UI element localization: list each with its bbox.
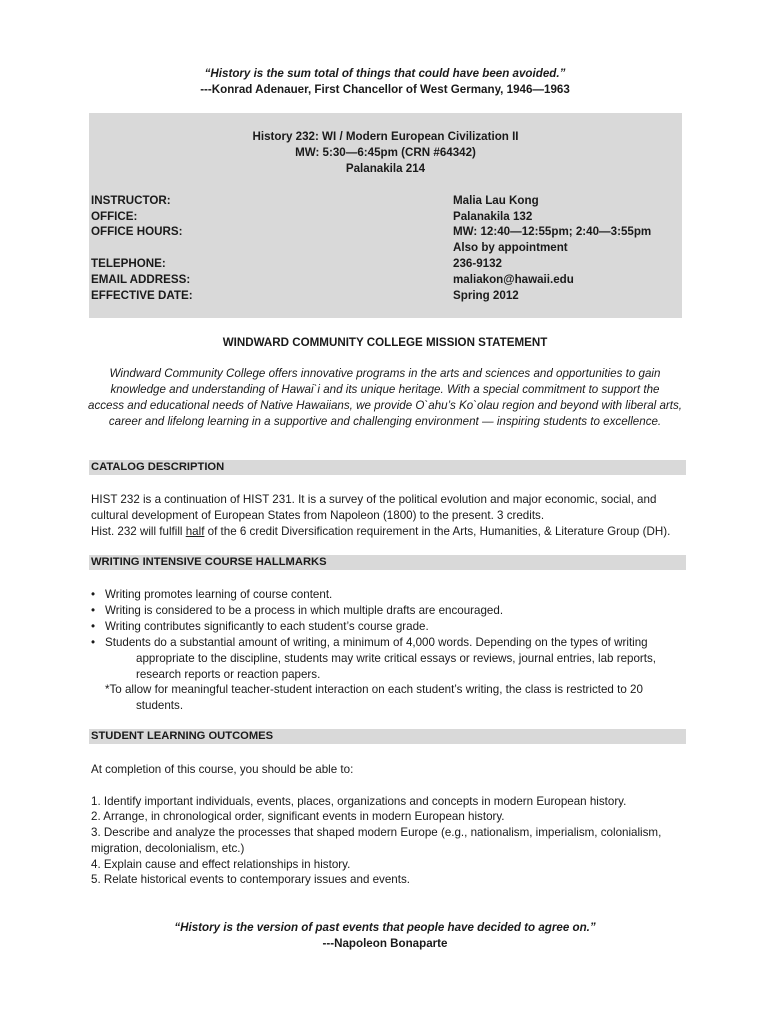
mission-line: career and lifelong learning in a supportive and challenging environment — inspiring students to excellence. [108, 415, 662, 428]
outcomes-heading: STUDENT LEARNING OUTCOMES [91, 730, 274, 742]
outcome-item: 4. Explain cause and effect relationships in history. [91, 858, 351, 871]
outcome-item: 1. Identify important individuals, events, places, organizations and concepts in modern European history. [91, 795, 627, 808]
hallmark-item: Writing contributes significantly to each student’s course grade. [105, 620, 429, 633]
course-room: Palanakila 214 [345, 162, 426, 175]
bullet-icon: • [91, 588, 96, 601]
catalog-line3-pre: Hist. 232 will fulfill [91, 525, 186, 538]
bullet-icon: • [91, 636, 96, 649]
hallmark-item: Writing is considered to be a process in which multiple drafts are encouraged. [105, 604, 504, 617]
catalog-diversification-line [91, 524, 670, 539]
catalog-line3-post: of the 6 credit Diversification requirement in the Arts, Humanities, & Literature Group (DH). [204, 525, 671, 538]
catalog-line3-half: half [185, 525, 205, 538]
hallmark-item: Writing promotes learning of course content. [105, 588, 333, 601]
instructor-label: INSTRUCTOR: [91, 194, 171, 207]
instructor-value: Malia Lau Kong [453, 194, 539, 207]
catalog-text-line: HIST 232 is a continuation of HIST 231. It is a survey of the political evolution and major economic, social, and [91, 493, 657, 506]
mission-heading: WINDWARD COMMUNITY COLLEGE MISSION STATEMENT [222, 336, 548, 349]
office-hours-appointment: Also by appointment [453, 241, 568, 254]
outcome-item: 2. Arrange, in chronological order, significant events in modern European history. [91, 810, 505, 823]
bullet-icon: • [91, 620, 96, 633]
email-value: maliakon@hawaii.edu [453, 273, 574, 286]
hallmarks-section-bar [89, 555, 686, 570]
catalog-section-bar [89, 460, 686, 475]
hallmark-note-continuation: students. [136, 699, 184, 712]
hallmarks-heading: WRITING INTENSIVE COURSE HALLMARKS [91, 556, 327, 568]
catalog-text-line: cultural development of European States from Napoleon (1800) to the present. 3 credits. [91, 509, 545, 522]
mission-line: Windward Community College offers innovative programs in the arts and sciences and opportunities to gain [109, 367, 661, 380]
bottom-quote-attribution: ---Napoleon Bonaparte [322, 937, 448, 950]
telephone-label: TELEPHONE: [91, 257, 166, 270]
office-label: OFFICE: [91, 210, 138, 223]
top-quote-attribution: ---Konrad Adenauer, First Chancellor of West Germany, 1946—1963 [200, 83, 570, 96]
outcome-item-continuation: migration, decolonialism, etc.) [91, 842, 245, 855]
email-label: EMAIL ADDRESS: [91, 273, 191, 286]
office-value: Palanakila 132 [453, 210, 533, 223]
catalog-heading: CATALOG DESCRIPTION [91, 461, 225, 473]
effective-date-value: Spring 2012 [453, 289, 519, 302]
hallmark-item: Students do a substantial amount of writing, a minimum of 4,000 words. Depending on the types of writing [105, 636, 648, 649]
telephone-value: 236-9132 [453, 257, 502, 270]
outcomes-intro: At completion of this course, you should be able to: [91, 763, 354, 776]
outcomes-section-bar [89, 729, 686, 744]
bottom-quote: “History is the version of past events that people have decided to agree on.” [174, 921, 596, 934]
outcome-item: 5. Relate historical events to contemporary issues and events. [91, 873, 410, 886]
course-schedule: MW: 5:30—6:45pm (CRN #64342) [295, 146, 476, 159]
office-hours-label: OFFICE HOURS: [91, 225, 183, 238]
effective-date-label: EFFECTIVE DATE: [91, 289, 193, 302]
mission-line: access and educational needs of Native Hawaiians, we provide O`ahu’s Ko`olau region and beyond with liberal arts, [88, 399, 682, 412]
outcome-item: 3. Describe and analyze the processes that shaped modern Europe (e.g., nationalism, imperialism, colonialism, [91, 826, 662, 839]
top-quote: “History is the sum total of things that could have been avoided.” [204, 67, 566, 80]
office-hours-value: MW: 12:40—12:55pm; 2:40—3:55pm [453, 225, 652, 238]
hallmark-note: *To allow for meaningful teacher-student interaction on each student’s writing, the class is restricted to 20 [105, 683, 643, 696]
bullet-icon: • [91, 604, 96, 617]
mission-line: knowledge and understanding of Hawai`i and its unique heritage. With a special commitment to support the [110, 383, 660, 396]
hallmark-item-continuation: appropriate to the discipline, students may write critical essays or reviews, journal entries, lab reports, [136, 652, 657, 665]
course-title: History 232: WI / Modern European Civilization II [252, 130, 519, 143]
hallmark-item-continuation: research reports or reaction papers. [136, 668, 321, 681]
